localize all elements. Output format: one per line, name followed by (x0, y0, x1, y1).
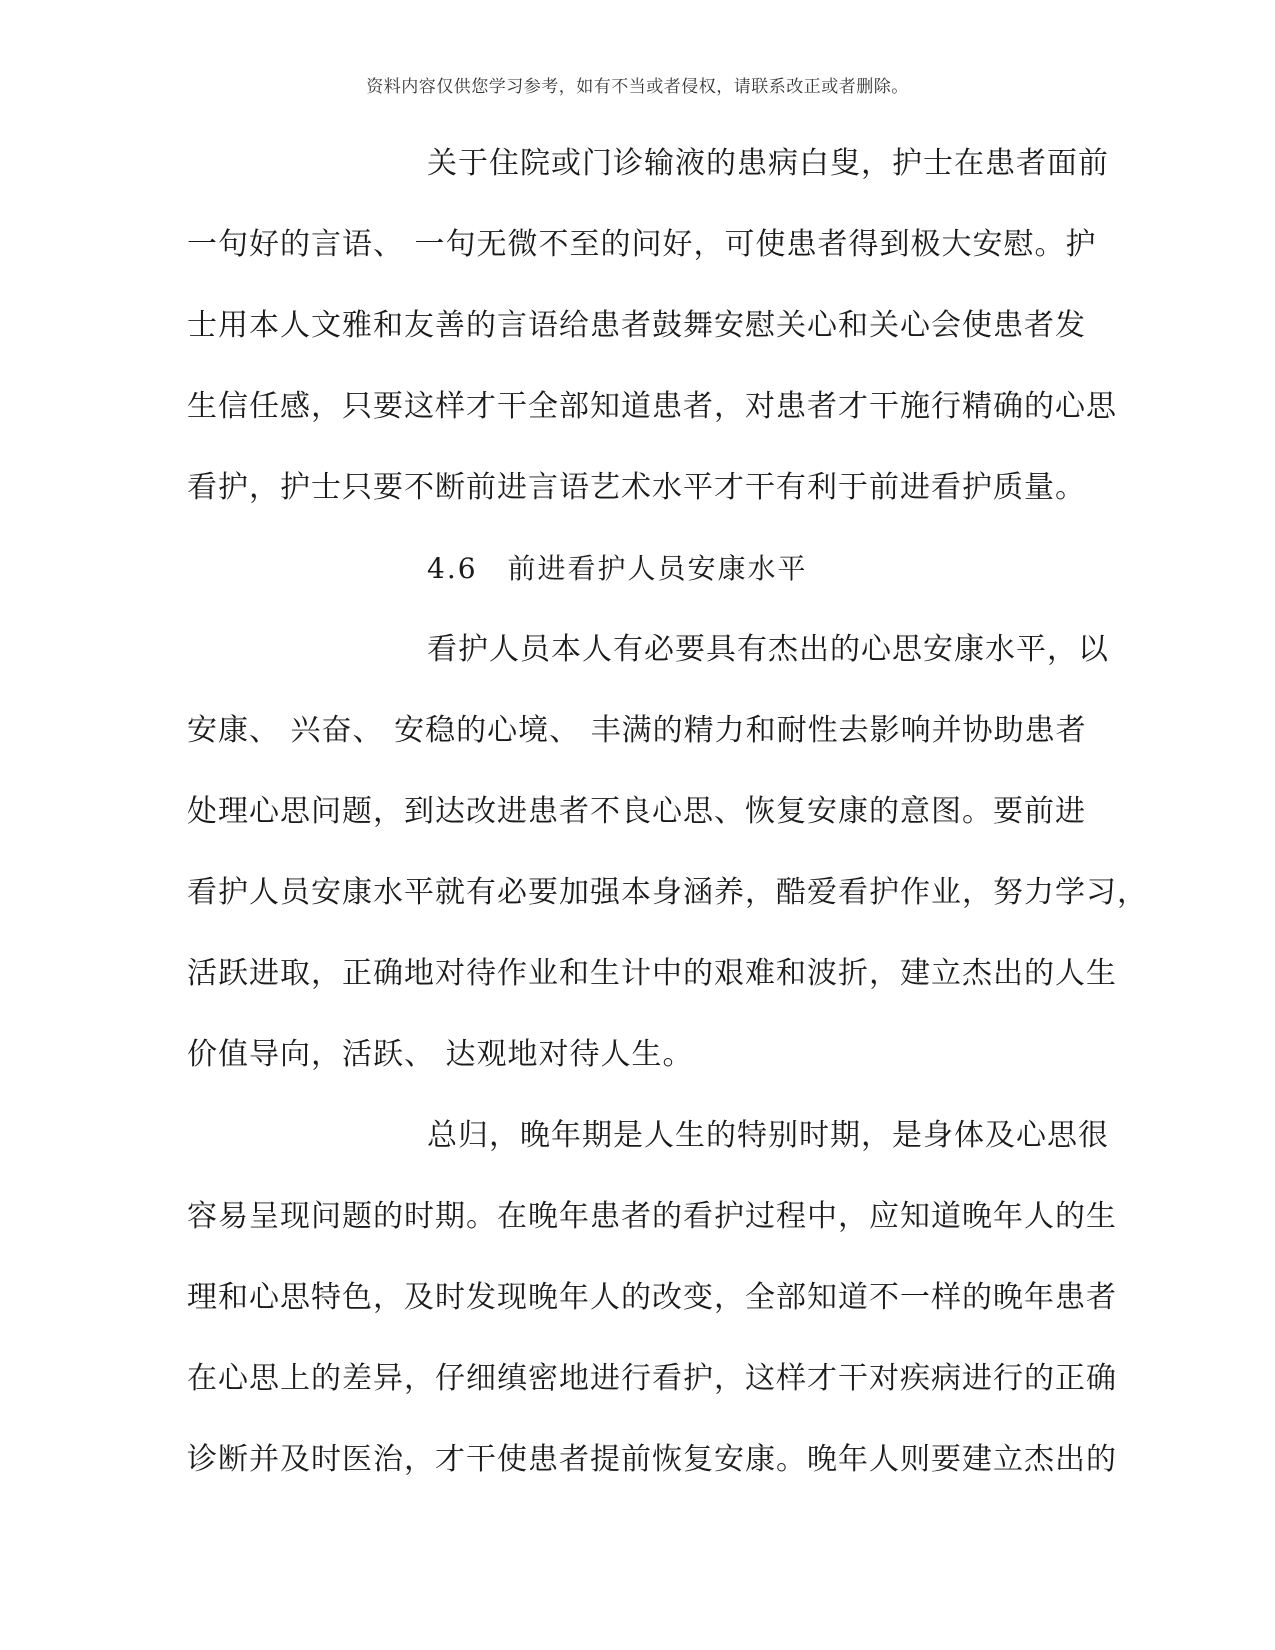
text-line: 在心思上的差异，仔细缜密地进行看护，这样才干对疾病进行的正确 (187, 1361, 1117, 1396)
header-disclaimer: 资料内容仅供您学习参考，如有不当或者侵权，请联系改正或者删除。 (366, 77, 909, 97)
text-line: 容易呈现问题的时期。在晚年患者的看护过程中，应知道晚年人的生 (187, 1199, 1117, 1234)
text-line: 士用本人文雅和友善的言语给患者鼓舞安慰关心和关心会使患者发 (187, 308, 1086, 343)
document-body (187, 142, 1148, 1519)
text-line: 生信任感，只要这样才干全部知道患者，对患者才干施行精确的心思 (187, 389, 1117, 424)
text-line: 一句好的言语、 一句无微不至的问好，可使患者得到极大安慰。护 (187, 227, 1097, 262)
text-line: 总归，晚年期是人生的特别时期，是身体及心思很 (427, 1118, 1109, 1153)
text-line: 理和心思特色，及时发现晚年人的改变，全部知道不一样的晚年患者 (187, 1280, 1117, 1315)
text-line: 看护，护士只要不断前进言语艺术水平才干有利于前进看护质量。 (187, 470, 1086, 505)
text-line: 看护人员本人有必要具有杰出的心思安康水平，以 (427, 632, 1109, 667)
section-heading: 4.6 前进看护人员安康水平 (427, 552, 808, 585)
text-line: 安康、 兴奋、 安稳的心境、 丰满的精力和耐性去影响并协助患者 (187, 713, 1087, 748)
text-line: 诊断并及时医治，才干使患者提前恢复安康。晚年人则要建立杰出的 (187, 1442, 1117, 1477)
text-line: 看护人员安康水平就有必要加强本身涵养，酷爱看护作业，努力学习， (187, 875, 1148, 910)
text-line: 处理心思问题，到达改进患者不良心思、恢复安康的意图。要前进 (187, 794, 1086, 829)
text-line: 价值导向，活跃、 达观地对待人生。 (187, 1037, 694, 1072)
text-line: 活跃进取，正确地对待作业和生计中的艰难和波折，建立杰出的人生 (187, 956, 1117, 991)
text-line: 关于住院或门诊输液的患病白叟，护士在患者面前 (427, 146, 1109, 181)
